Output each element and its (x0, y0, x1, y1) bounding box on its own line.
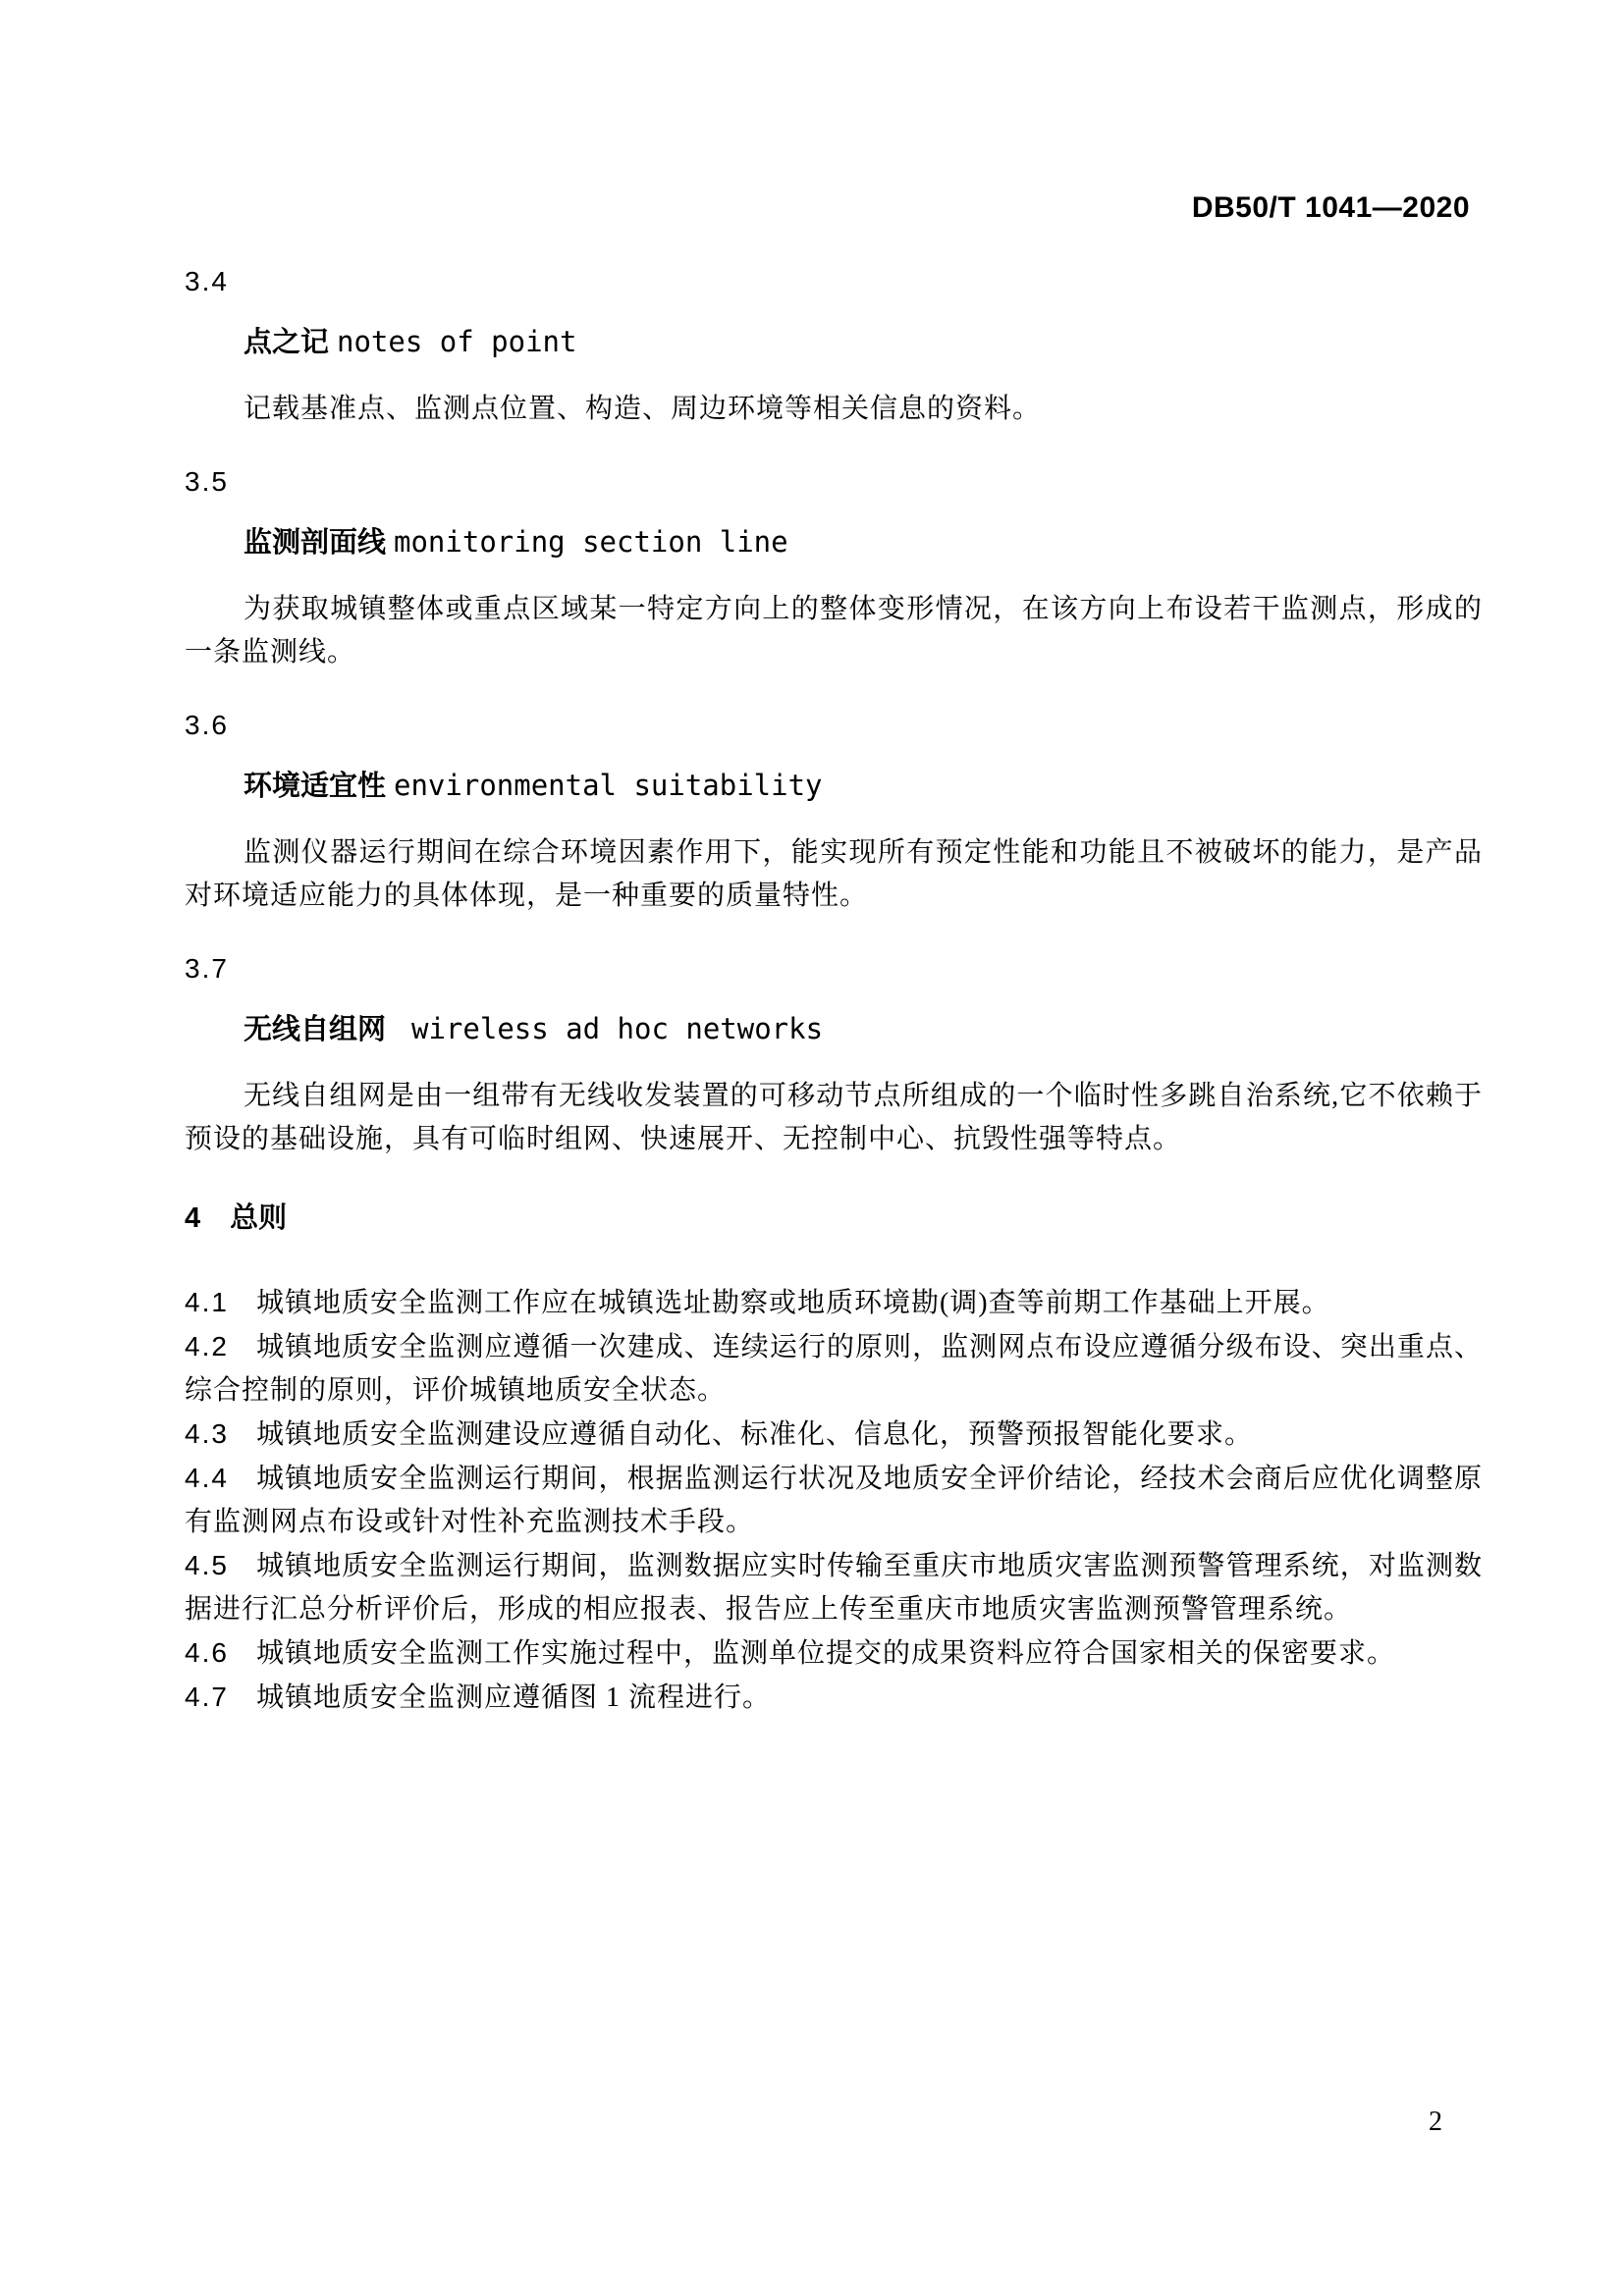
clause-text: 城镇地质安全监测应遵循图 1 流程进行。 (255, 1682, 771, 1713)
clause-4-1 (185, 1281, 1483, 1325)
term-chinese: 环境适宜性 (244, 771, 387, 802)
clause-list (185, 1281, 1483, 1720)
term-english: environmental suitability (394, 769, 823, 802)
term-definition: 无线自组网是由一组带有无线收发装置的可移动节点所组成的一个临时性多跳自治系统,它不依赖于预设的基础设施，具有可临时组网、快速展开、无控制中心、抗毁性强等特点。 (185, 1081, 1483, 1154)
term-heading (185, 320, 1483, 369)
clause-4-6 (185, 1631, 1483, 1676)
term-number: 3.6 (185, 710, 229, 740)
term-chinese: 点之记 (244, 327, 330, 358)
clause-text: 城镇地质安全监测运行期间，根据监测运行状况及地质安全评价结论，经技术会商后应优化调整原有监测网点布设或针对性补充监测技术手段。 (185, 1464, 1483, 1537)
term-section-3-5 (185, 460, 1483, 674)
term-english: monitoring section line (394, 525, 788, 559)
clause-text: 城镇地质安全监测应遵循一次建成、连续运行的原则，监测网点布设应遵循分级布设、突出重点、综合控制的原则，评价城镇地质安全状态。 (185, 1332, 1483, 1406)
clause-4-5 (185, 1544, 1483, 1631)
chapter-title: 总则 (230, 1202, 288, 1234)
clause-number: 4.7 (185, 1682, 229, 1712)
clause-number: 4.4 (185, 1463, 229, 1493)
term-heading (185, 1007, 1483, 1056)
term-section-3-7 (185, 947, 1483, 1161)
term-english: notes of point (337, 325, 577, 358)
term-definition: 为获取城镇整体或重点区域某一特定方向上的整体变形情况，在该方向上布设若干监测点，形成的一条监测线。 (185, 594, 1483, 667)
term-section-3-6 (185, 704, 1483, 918)
chapter-number: 4 (185, 1202, 201, 1234)
clause-number: 4.1 (185, 1287, 229, 1317)
clause-4-7 (185, 1676, 1483, 1720)
clause-text: 城镇地质安全监测建设应遵循自动化、标准化、信息化，预警预报智能化要求。 (255, 1419, 1253, 1450)
document-body (185, 0, 1483, 1720)
clause-number: 4.3 (185, 1418, 229, 1449)
clause-text: 城镇地质安全监测运行期间，监测数据应实时传输至重庆市地质灾害监测预警管理系统，对监测数据进行汇总分析评价后，形成的相应报表、报告应上传至重庆市地质灾害监测预警管理系统。 (185, 1551, 1483, 1625)
term-number: 3.7 (185, 953, 229, 984)
chapter-heading (185, 1197, 1483, 1240)
term-number: 3.5 (185, 466, 229, 497)
clause-number: 4.5 (185, 1550, 229, 1580)
clause-text: 城镇地质安全监测工作实施过程中，监测单位提交的成果资料应符合国家相关的保密要求。 (255, 1638, 1395, 1669)
term-heading (185, 520, 1483, 569)
term-definition: 监测仪器运行期间在综合环境因素作用下，能实现所有预定性能和功能且不被破坏的能力，是产品对环境适应能力的具体体现，是一种重要的质量特性。 (185, 837, 1483, 911)
term-section-3-4 (185, 260, 1483, 431)
term-heading (185, 764, 1483, 813)
clause-text: 城镇地质安全监测工作应在城镇选址勘察或地质环境勘(调)查等前期工作基础上开展。 (255, 1288, 1330, 1318)
clause-number: 4.6 (185, 1637, 229, 1668)
term-number: 3.4 (185, 266, 229, 296)
term-chinese: 监测剖面线 (244, 527, 387, 559)
term-chinese: 无线自组网 (244, 1014, 387, 1045)
clause-number: 4.2 (185, 1331, 229, 1362)
term-definition: 记载基准点、监测点位置、构造、周边环境等相关信息的资料。 (244, 394, 1042, 424)
clause-4-3 (185, 1413, 1483, 1457)
standard-number: DB50/T 1041—2020 (1191, 191, 1470, 224)
clause-4-2 (185, 1325, 1483, 1413)
page-number: 2 (1429, 2107, 1442, 2137)
clause-4-4 (185, 1457, 1483, 1544)
term-english: wireless ad hoc networks (411, 1012, 824, 1045)
